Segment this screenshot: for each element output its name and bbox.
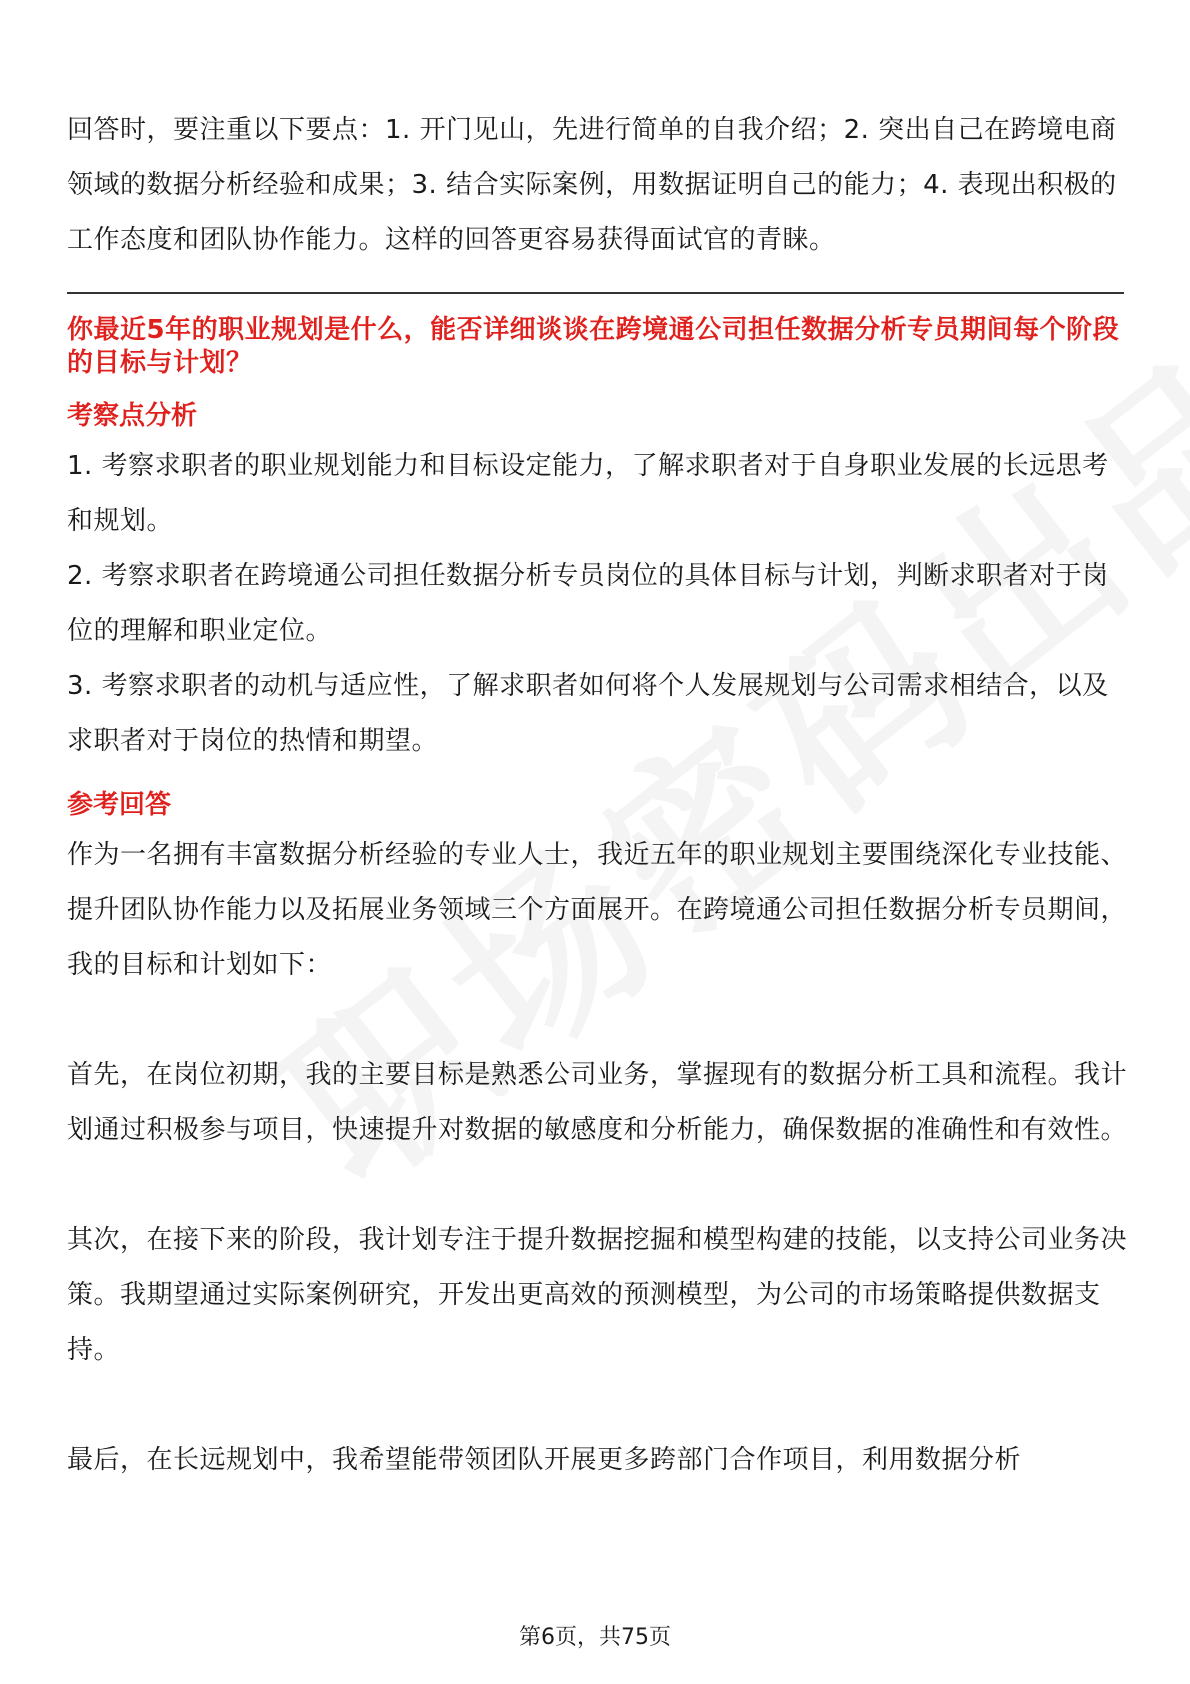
page-content: [67, 103, 1127, 1488]
analysis-item: 1. 考察求职者的职业规划能力和目标设定能力，了解求职者对于自身职业发展的长远思考和规划。: [67, 451, 1109, 536]
answer-paragraph: 最后，在长远规划中，我希望能带领团队开展更多跨部门合作项目，利用数据分析: [67, 1445, 1022, 1475]
paragraph-spacer: [67, 1158, 1127, 1213]
analysis-title: 考察点分析: [67, 401, 198, 431]
analysis-item: 3. 考察求职者的动机与适应性，了解求职者如何将个人发展规划与公司需求相结合，以及求职者对于岗位的热情和期望。: [67, 671, 1109, 756]
intro-paragraph: 回答时，要注重以下要点：1. 开门见山，先进行简单的自我介绍；2. 突出自己在跨境电商领域的数据分析经验和成果；3. 结合实际案例，用数据证明自己的能力；4. 表现出积极的工作态度和团队协作能力。这样的回答更容易获得面试官的青睐。: [67, 115, 1117, 255]
section-divider: [67, 292, 1124, 294]
answer-paragraph: 其次，在接下来的阶段，我计划专注于提升数据挖掘和模型构建的技能，以支持公司业务决策。我期望通过实际案例研究，开发出更高效的预测模型，为公司的市场策略提供数据支持。: [67, 1225, 1128, 1365]
answer-body: [67, 828, 1127, 1488]
answer-title: 参考回答: [67, 790, 172, 820]
analysis-item: 2. 考察求职者在跨境通公司担任数据分析专员岗位的具体目标与计划，判断求职者对于岗位的理解和职业定位。: [67, 561, 1109, 646]
answer-paragraph: 作为一名拥有丰富数据分析经验的专业人士，我近五年的职业规划主要围绕深化专业技能、提升团队协作能力以及拓展业务领域三个方面展开。在跨境通公司担任数据分析专员期间，我的目标和计划如下：: [67, 840, 1128, 980]
analysis-list: [67, 439, 1127, 769]
paragraph-spacer: [67, 1378, 1127, 1433]
answer-paragraph: 首先，在岗位初期，我的主要目标是熟悉公司业务，掌握现有的数据分析工具和流程。我计划通过积极参与项目，快速提升对数据的敏感度和分析能力，确保数据的准确性和有效性。: [67, 1060, 1128, 1145]
page-number: 第6页，共75页: [519, 1625, 671, 1650]
question-heading: 你最近5年的职业规划是什么，能否详细谈谈在跨境通公司担任数据分析专员期间每个阶段的目标与计划？: [67, 315, 1120, 378]
paragraph-spacer: [67, 993, 1127, 1048]
